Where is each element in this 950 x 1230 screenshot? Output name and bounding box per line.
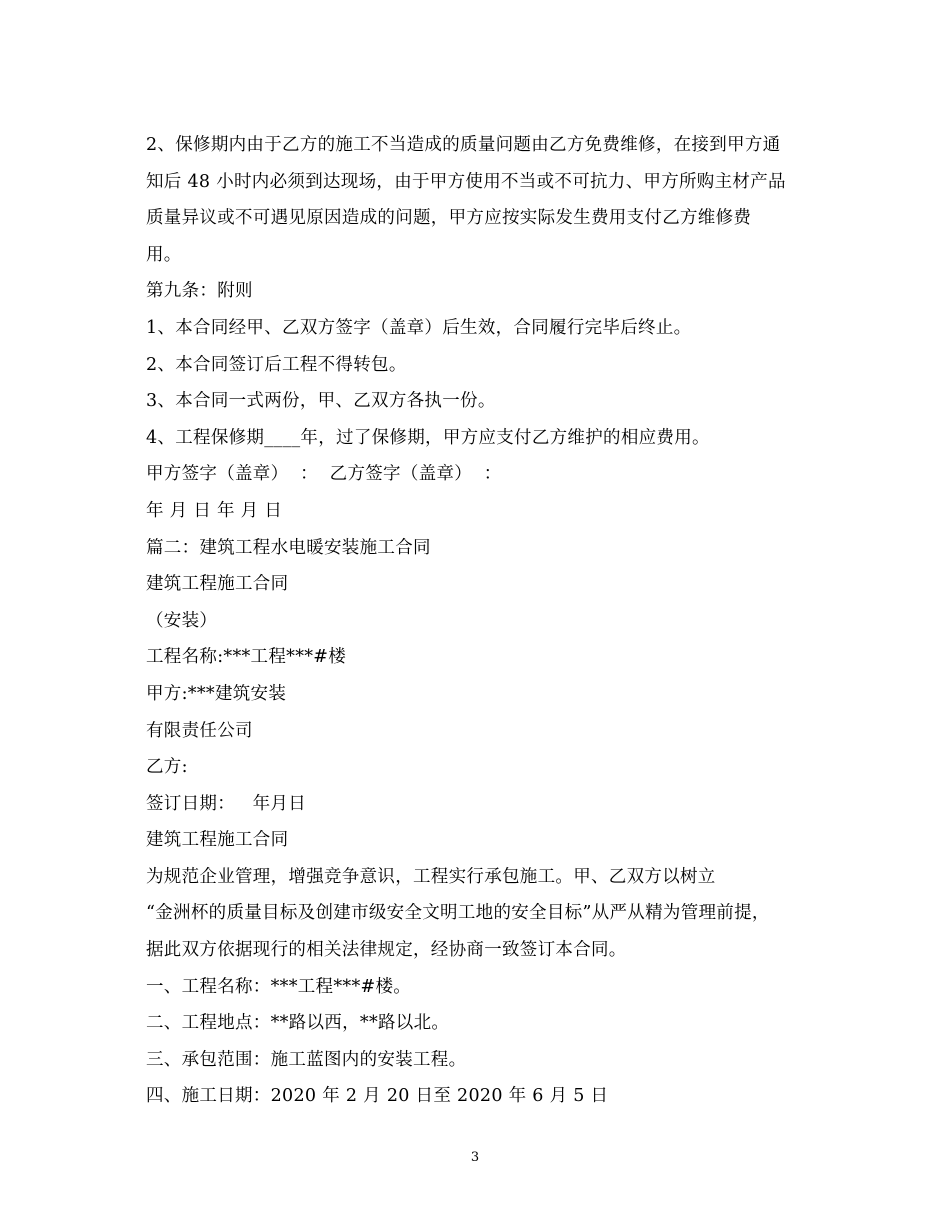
- text-line: 为规范企业管理，增强竞争意识，工程实行承包施工。甲、乙双方以树立: [146, 866, 716, 887]
- signature-line: 甲方签字（盖章） ： 乙方签字（盖章） ：: [146, 464, 502, 485]
- contract-subtitle: （安装）: [146, 610, 218, 631]
- clause-line: 二、工程地点：**路以西，**路以北。: [146, 1013, 450, 1034]
- section-heading: 篇二：建筑工程水电暖安装施工合同: [146, 537, 431, 558]
- text-line: 3、本合同一式两份，甲、乙双方各执一份。: [146, 391, 496, 412]
- date-line: 年 月 日 年 月 日: [146, 500, 283, 521]
- text-line: 2、本合同签订后工程不得转包。: [146, 354, 407, 375]
- page-number: 3: [470, 1150, 480, 1165]
- contract-title: 建筑工程施工合同: [146, 830, 289, 851]
- text-line: 质量异议或不可遇见原因造成的问题，甲方应按实际发生费用支付乙方维修费: [146, 208, 752, 229]
- party-a-line: 甲方:***建筑安装: [146, 683, 287, 704]
- contract-title: 建筑工程施工合同: [146, 574, 289, 595]
- document-body: [146, 127, 808, 1115]
- project-name-line: 工程名称:***工程***#楼: [146, 647, 347, 668]
- text-line: 据此双方依据现行的相关法律规定，经协商一致签订本合同。: [146, 940, 627, 961]
- clause-line: 三、承包范围：施工蓝图内的安装工程。: [146, 1049, 467, 1070]
- section-heading: 第九条：附则: [146, 281, 253, 302]
- party-a-line-continued: 有限责任公司: [146, 720, 253, 741]
- text-line: 2、保修期内由于乙方的施工不当造成的质量问题由乙方免费维修，在接到甲方通: [146, 135, 781, 155]
- clause-line: 一、工程名称：***工程***#楼。: [146, 976, 412, 997]
- text-line: 知后 48 小时内必须到达现场，由于甲方使用不当或不可抗力、甲方所购主材产品: [146, 171, 786, 192]
- signing-date-line: 签订日期： 年月日: [146, 793, 306, 814]
- text-line: 4、工程保修期____年，过了保修期，甲方应支付乙方维护的相应费用。: [146, 427, 710, 448]
- text-line: 用。: [146, 244, 182, 265]
- clause-line: 四、施工日期：2020 年 2 月 20 日至 2020 年 6 月 5 日: [146, 1086, 609, 1107]
- text-line: “金洲杯的质量目标及创建市级安全文明工地的安全目标”从严从精为管理前提，: [146, 903, 770, 924]
- party-b-line: 乙方:: [146, 757, 188, 778]
- text-line: 1、本合同经甲、乙双方签字（盖章）后生效，合同履行完毕后终止。: [146, 317, 692, 338]
